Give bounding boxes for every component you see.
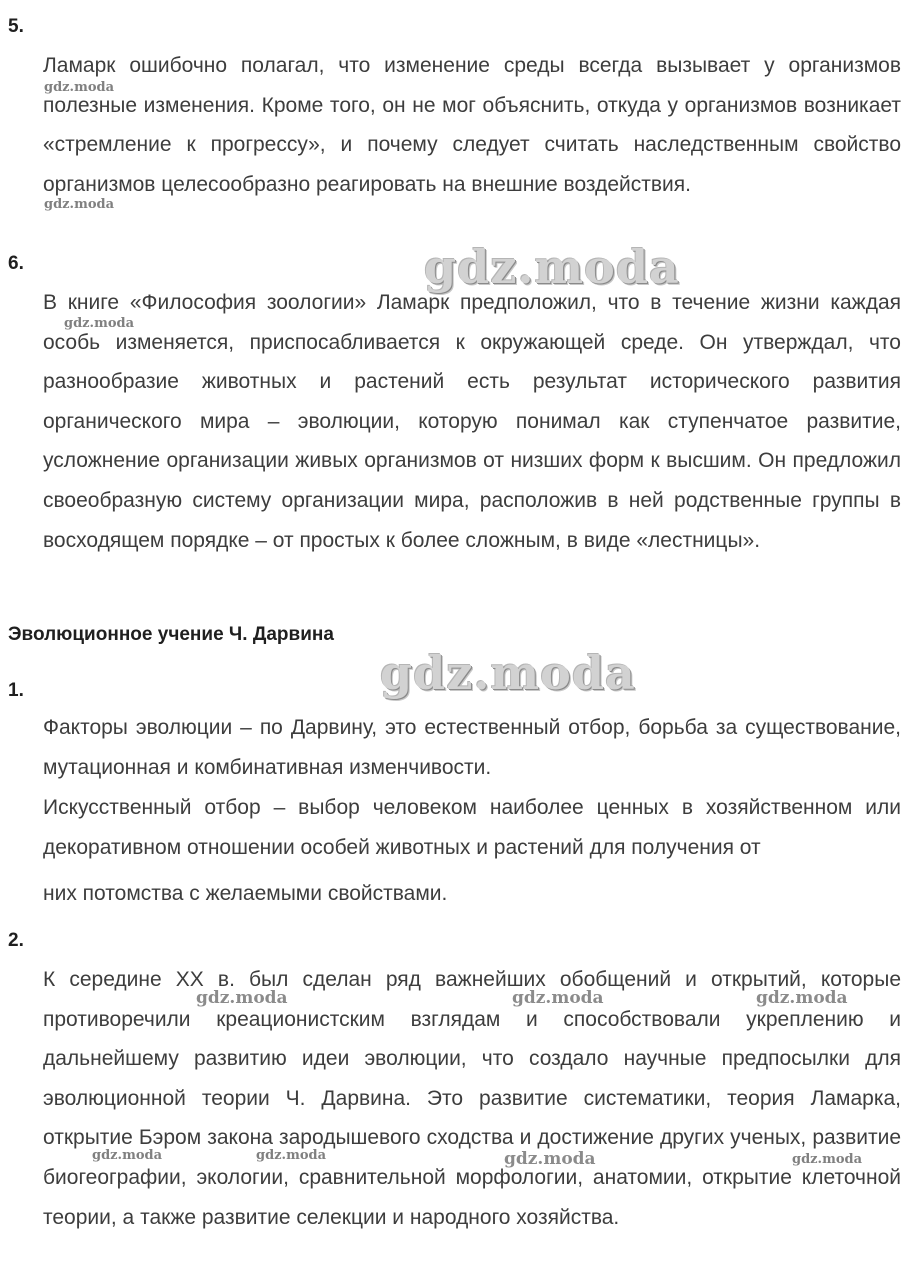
watermark-text: gdz.moda: [64, 316, 135, 331]
watermark-text: gdz.moda: [196, 988, 288, 1008]
answer-5-text: Ламарк ошибочно полагал, что изменение среды всегда вызывает у организмов полезные изменения. Кроме того, он не мог объяснить, откуда у организмов возникает «стремление к прогрессу», и почему следует считать наследственным свойство организмов целесообразно реагировать на внешние воздействия.: [43, 54, 901, 196]
watermark-text: gdz.moda: [504, 1149, 596, 1169]
watermark-text: gdz.moda: [44, 197, 115, 212]
watermark-text: gdz.moda: [756, 988, 848, 1008]
answer-1-text-c: них потомства с желаемыми свойствами.: [43, 882, 448, 905]
answer-number-5: 5.: [8, 16, 24, 37]
answer-2-text: К середине XX в. был сделан ряд важнейших обобщений и открытий, которые противоречили креационистским взглядам и способствовали укреплению и дальнейшему развитию идеи эволюции, что создало научные предпосылки для эволюционной теории Ч. Дарвина. Это развитие систематики, теория Ламарка, открытие Бэром закона зародышевого сходства и достижение других ученых, развитие биогеографии, экологии, сравнительной морфологии, анатомии, открытие клеточной теории, а также развитие селекции и народного хозяйства.: [43, 968, 901, 1229]
watermark-text: gdz.moda: [792, 1152, 863, 1167]
section-heading: Эволюционное учение Ч. Дарвина: [8, 624, 334, 645]
watermark-text: gdz.moda: [44, 80, 115, 95]
answer-number-1: 1.: [8, 680, 24, 701]
answer-1-text-a: Факторы эволюции – по Дарвину, это естественный отбор, борьба за существование, мутационная и комбинативная изменчивости.: [43, 716, 901, 779]
watermark-text: gdz.moda: [92, 1148, 163, 1163]
answer-number-2: 2.: [8, 930, 24, 951]
watermark-logo: gdz.moda: [380, 646, 636, 700]
watermark-logo: gdz.moda: [424, 240, 680, 294]
watermark-text: gdz.moda: [512, 988, 604, 1008]
answer-1-text-b: Искусственный отбор – выбор человеком наиболее ценных в хозяйственном или декоративном отношении особей животных и растений для получения от: [43, 796, 901, 859]
answer-6-text: В книге «Философия зоологии» Ламарк предположил, что в течение жизни каждая особь изменяется, приспосабливается к окружающей среде. Он утверждал, что разнообразие животных и растений есть результат исторического развития органического мира – эволюции, которую понимал как ступенчатое развитие, усложнение организации живых организмов от низших форм к высшим. Он предложил своеобразную систему организации мира, расположив в ней родственные группы в восходящем порядке – от простых к более сложным, в виде «лестницы».: [43, 291, 901, 552]
watermark-text: gdz.moda: [256, 1148, 327, 1163]
answer-number-6: 6.: [8, 253, 24, 274]
